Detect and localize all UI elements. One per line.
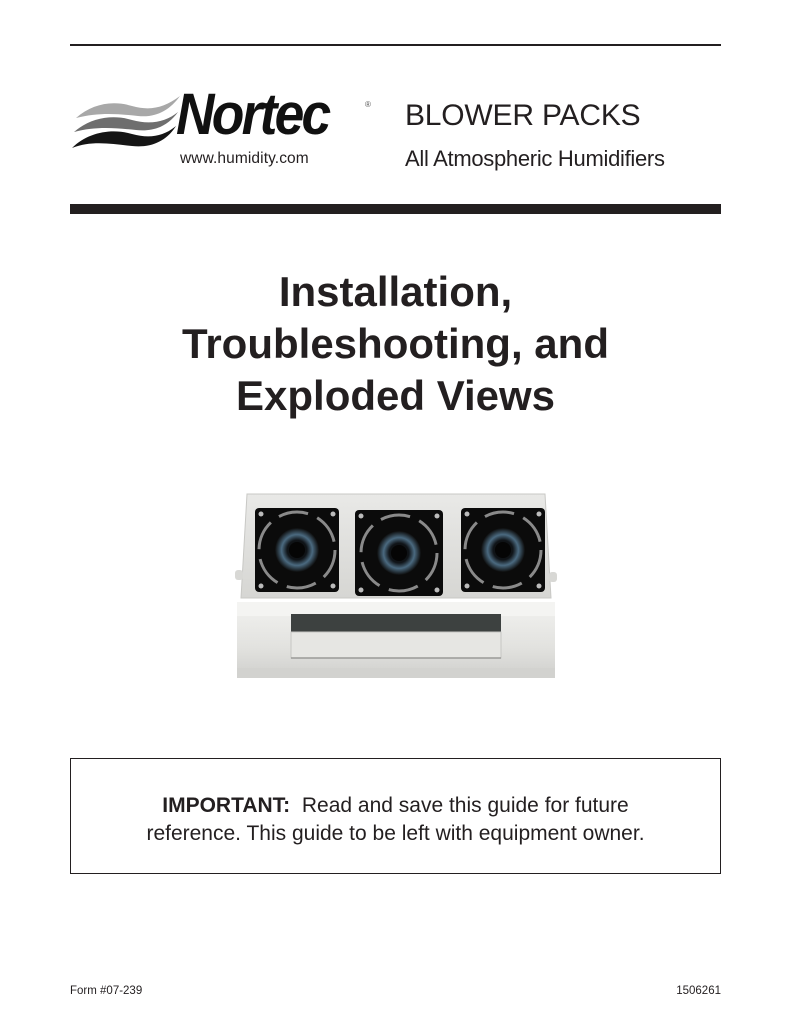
- notice-line-1: Read and save this guide for future: [301, 794, 629, 817]
- fan-1: [255, 508, 339, 592]
- fan-3: [461, 508, 545, 592]
- registered-mark: ®: [365, 100, 371, 109]
- top-rule: [70, 44, 721, 46]
- notice-line-2: reference. This guide to be left with equipment owner.: [146, 822, 645, 845]
- title-line-3: Exploded Views: [236, 372, 555, 419]
- product-title: BLOWER PACKS: [405, 99, 641, 132]
- notice-label: IMPORTANT:: [162, 794, 291, 817]
- notice-text: [71, 792, 720, 848]
- website-url: www.humidity.com: [180, 150, 309, 167]
- header-bar: [70, 204, 721, 214]
- form-number: Form #07-239: [70, 985, 143, 997]
- document-number: 1506261: [676, 985, 721, 997]
- document-title: [0, 266, 791, 422]
- blower-pack-photo: [233, 490, 559, 680]
- wave-logo-icon: [72, 94, 182, 150]
- nortec-logo: [72, 82, 372, 172]
- title-line-2: Troubleshooting, and: [182, 320, 609, 367]
- product-subtitle: All Atmospheric Humidifiers: [405, 146, 665, 171]
- fan-2: [355, 510, 443, 596]
- logo-wordmark: Nortec: [176, 82, 329, 147]
- important-notice-box: [70, 758, 721, 874]
- title-line-1: Installation,: [278, 268, 513, 315]
